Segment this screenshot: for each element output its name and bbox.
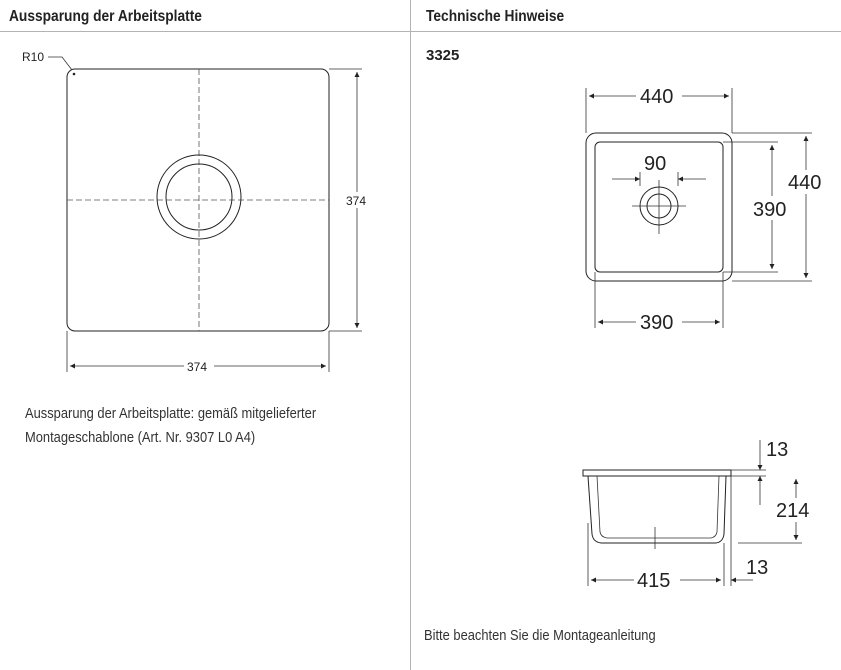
right-section-title: Technische Hinweise xyxy=(426,8,565,25)
inner-width-label: 390 xyxy=(640,312,674,334)
rim-thickness-label: 13 xyxy=(766,439,789,461)
cutout-width-label: 374 xyxy=(187,360,208,374)
sink-side-view xyxy=(583,439,818,592)
sink-body-profile xyxy=(588,476,726,543)
outer-width-label: 440 xyxy=(640,86,674,108)
sink-inner-profile xyxy=(597,476,719,538)
cutout-note-line-1: Aussparung der Arbeitsplatte: gemäß mitgelieferter xyxy=(25,405,317,422)
inner-height-label: 390 xyxy=(753,199,787,221)
radius-marker-dot xyxy=(73,73,76,76)
cutout-note-line-2: Montageschablone (Art. Nr. 9307 L0 A4) xyxy=(25,429,256,446)
left-section-title: Aussparung der Arbeitsplatte xyxy=(9,8,202,25)
cutout-note xyxy=(25,402,415,450)
radius-leader xyxy=(48,57,72,70)
cutout-height-label: 374 xyxy=(346,194,367,208)
model-code: 3325 xyxy=(426,47,460,64)
cutout-drawing xyxy=(22,50,375,374)
depth-label: 214 xyxy=(776,500,810,522)
bottom-width-label: 415 xyxy=(637,570,671,592)
installation-note-text: Bitte beachten Sie die Montageanleitung xyxy=(424,627,656,644)
outer-height-label: 440 xyxy=(788,172,822,194)
radius-label: R10 xyxy=(22,50,45,64)
drain-diameter-label: 90 xyxy=(644,153,667,175)
bottom-offset-label: 13 xyxy=(746,557,769,579)
sink-rim-profile xyxy=(583,470,731,476)
sink-top-view xyxy=(586,84,828,334)
installation-note xyxy=(424,627,693,644)
